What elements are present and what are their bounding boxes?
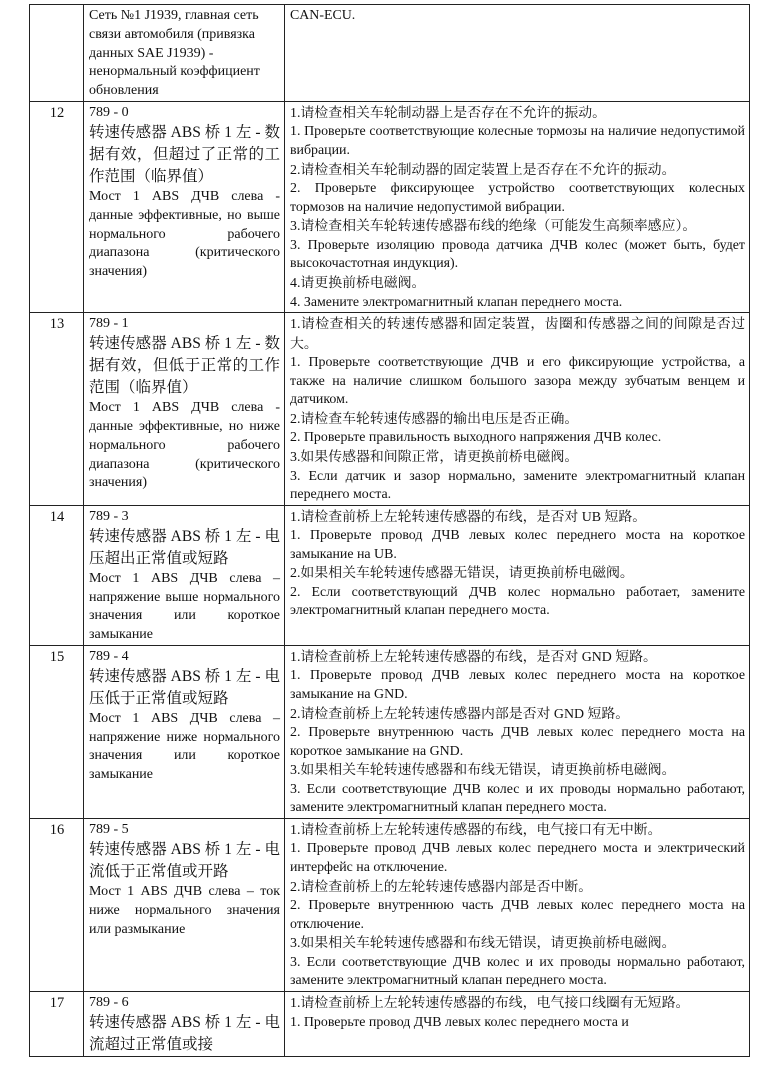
table-row bbox=[30, 818, 750, 991]
fault-text-russian: Мост 1 ABS ДЧВ слева - данные эффективные, но ниже нормального рабочего диапазона (критического значения) bbox=[89, 400, 280, 491]
action-step-russian: 1. Проверьте провод ДЧВ левых колес переднего моста на короткое замыкание на UB. bbox=[290, 528, 745, 562]
fault-text-chinese: 转速传感器 ABS 桥 1 左 - 数据有效，但低于正常的工作范围（临界值） bbox=[89, 335, 280, 397]
row-number: 15 bbox=[30, 645, 84, 818]
fault-code: 789 - 6 bbox=[89, 995, 129, 1011]
action-step-russian: 2. Проверьте внутреннюю часть ДЧВ левых колес переднего моста на отключение. bbox=[290, 898, 745, 932]
action-step-chinese: 3.如果相关车轮转速传感器和布线无错误，请更换前桥电磁阀。 bbox=[290, 763, 676, 779]
action-step-chinese: 1.请检查相关的转速传感器和固定装置，齿圈和传感器之间的间隙是否过大。 bbox=[290, 317, 745, 352]
fault-text-chinese: 转速传感器 ABS 桥 1 左 - 电流低于正常值或开路 bbox=[89, 840, 280, 880]
remedy-actions-cell bbox=[285, 992, 750, 1057]
table-row bbox=[30, 5, 750, 102]
action-step-chinese: 2.请检查车轮转速传感器的输出电压是否正确。 bbox=[290, 411, 579, 427]
action-step-chinese: 1.请检查前桥上左轮转速传感器的布线，是否对 GND 短路。 bbox=[290, 649, 657, 665]
fault-text-russian: Мост 1 ABS ДЧВ слева – ток ниже нормального значения или размыкание bbox=[89, 883, 280, 937]
action-step-russian: 2. Если соответствующий ДЧВ колес нормально работает, замените электромагнитный клапан переднего моста. bbox=[290, 584, 745, 619]
table-row bbox=[30, 992, 750, 1057]
fault-text-russian: Мост 1 ABS ДЧВ слева – напряжение ниже нормального значения или короткое замыкание bbox=[89, 710, 280, 783]
action-step-chinese: 1.请检查前桥上左轮转速传感器的布线，电气接口有无中断。 bbox=[290, 822, 662, 838]
action-step-russian: 3. Если датчик и зазор нормально, замените электромагнитный клапан переднего моста. bbox=[290, 468, 745, 503]
action-step-russian: 2. Проверьте правильность выходного напряжения ДЧВ колес. bbox=[290, 430, 662, 446]
fault-description-cell bbox=[84, 313, 285, 506]
action-step-russian: 3. Если соответствующие ДЧВ колес и их проводы нормально работают, замените электромагнитный клапан переднего моста. bbox=[290, 781, 745, 816]
fault-code: 789 - 3 bbox=[89, 508, 129, 524]
action-step-russian: 1. Проверьте соответствующие ДЧВ и его фиксирующие устройства, а также на наличие слишком большого зазора между зубчатым венцем и датчиком. bbox=[290, 355, 745, 408]
row-number: 14 bbox=[30, 505, 84, 645]
action-step-chinese: 3.请检查相关车轮转速传感器布线的绝缘（可能发生高频率感应）。 bbox=[290, 219, 697, 235]
action-step-russian: 1. Проверьте провод ДЧВ левых колес переднего моста и bbox=[290, 1014, 629, 1030]
fault-description-cell bbox=[84, 645, 285, 818]
action-step-chinese: 1.请检查相关车轮制动器上是否存在不允许的振动。 bbox=[290, 105, 607, 121]
row-number: 12 bbox=[30, 101, 84, 312]
action-step-russian: 1. Проверьте провод ДЧВ левых колес переднего моста и электрический интерфейс на отключение. bbox=[290, 841, 745, 876]
fault-text-russian: Мост 1 ABS ДЧВ слева - данные эффективные, но выше нормального рабочего диапазона (критического значения) bbox=[89, 188, 280, 280]
fault-text-chinese: 转速传感器 ABS 桥 1 左 - 电流超过正常值或接 bbox=[89, 1014, 280, 1054]
fault-description-cell bbox=[84, 505, 285, 645]
table-row bbox=[30, 645, 750, 818]
action-step-russian: 3. Если соответствующие ДЧВ колес и их проводы нормально работают, замените электромагнитный клапан переднего моста. bbox=[290, 954, 745, 989]
table-row bbox=[30, 101, 750, 312]
row-number: 17 bbox=[30, 992, 84, 1057]
action-step-chinese: 4.请更换前桥电磁阀。 bbox=[290, 276, 426, 292]
fault-description-cell bbox=[84, 818, 285, 991]
action-step-chinese: 2.请检查前桥上左轮转速传感器内部是否对 GND 短路。 bbox=[290, 706, 630, 722]
fault-text-russian: Мост 1 ABS ДЧВ слева – напряжение выше нормального значения или короткое замыкание bbox=[89, 570, 280, 643]
action-step-russian: 2. Проверьте фиксирующее устройство соответствующих колесных тормозов на наличие недопустимой вибрации. bbox=[290, 181, 745, 215]
fault-code: 789 - 0 bbox=[89, 104, 129, 120]
action-step-russian: CAN-ECU. bbox=[290, 8, 356, 23]
row-number bbox=[30, 5, 84, 102]
fault-text-chinese: 转速传感器 ABS 桥 1 左 - 电压超出正常值或短路 bbox=[89, 527, 280, 567]
fault-code: 789 - 5 bbox=[89, 821, 129, 837]
action-step-chinese: 3.如果传感器和间隙正常，请更换前桥电磁阀。 bbox=[290, 450, 579, 466]
fault-text-russian: Сеть №1 J1939, главная сеть связи автомобиля (привязка данных SAE J1939) - ненормальный коэффициент обновления bbox=[89, 8, 260, 99]
fault-code: 789 - 1 bbox=[89, 316, 129, 332]
table-row bbox=[30, 313, 750, 506]
remedy-actions-cell bbox=[285, 505, 750, 645]
row-number: 13 bbox=[30, 313, 84, 506]
diagnostic-table bbox=[29, 4, 750, 1057]
action-step-russian: 2. Проверьте внутреннюю часть ДЧВ левых колес переднего моста на короткое замыкание на GND. bbox=[290, 725, 745, 759]
action-step-russian: 4. Замените электромагнитный клапан переднего моста. bbox=[290, 294, 623, 310]
action-step-chinese: 2.如果相关车轮转速传感器无错误，请更换前桥电磁阀。 bbox=[290, 566, 634, 582]
remedy-actions-cell bbox=[285, 5, 750, 102]
fault-code: 789 - 4 bbox=[89, 648, 129, 664]
remedy-actions-cell bbox=[285, 645, 750, 818]
action-step-chinese: 1.请检查前桥上左轮转速传感器的布线，是否对 UB 短路。 bbox=[290, 509, 647, 525]
action-step-chinese: 2.请检查相关车轮制动器的固定装置上是否存在不允许的振动。 bbox=[290, 162, 676, 178]
fault-description-cell bbox=[84, 992, 285, 1057]
action-step-russian: 1. Проверьте соответствующие колесные тормозы на наличие недопустимой вибрации. bbox=[290, 124, 745, 159]
fault-text-chinese: 转速传感器 ABS 桥 1 左 - 电压低于正常值或短路 bbox=[89, 667, 280, 707]
fault-text-chinese: 转速传感器 ABS 桥 1 左 - 数据有效，但超过了正常的工作范围（临界值） bbox=[89, 123, 280, 185]
fault-description-cell bbox=[84, 101, 285, 312]
remedy-actions-cell bbox=[285, 101, 750, 312]
action-step-russian: 3. Проверьте изоляцию провода датчика ДЧВ колес (может быть, будет высокочастотная индукция). bbox=[290, 237, 745, 272]
action-step-chinese: 1.请检查前桥上左轮转速传感器的布线，电气接口线圈有无短路。 bbox=[290, 996, 690, 1012]
remedy-actions-cell bbox=[285, 313, 750, 506]
row-number: 16 bbox=[30, 818, 84, 991]
action-step-russian: 1. Проверьте провод ДЧВ левых колес переднего моста на короткое замыкание на GND. bbox=[290, 668, 745, 702]
remedy-actions-cell bbox=[285, 818, 750, 991]
action-step-chinese: 2.请检查前桥上的左轮转速传感器内部是否中断。 bbox=[290, 879, 593, 895]
table-row bbox=[30, 505, 750, 645]
fault-description-cell bbox=[84, 5, 285, 102]
action-step-chinese: 3.如果相关车轮转速传感器和布线无错误，请更换前桥电磁阀。 bbox=[290, 936, 676, 952]
